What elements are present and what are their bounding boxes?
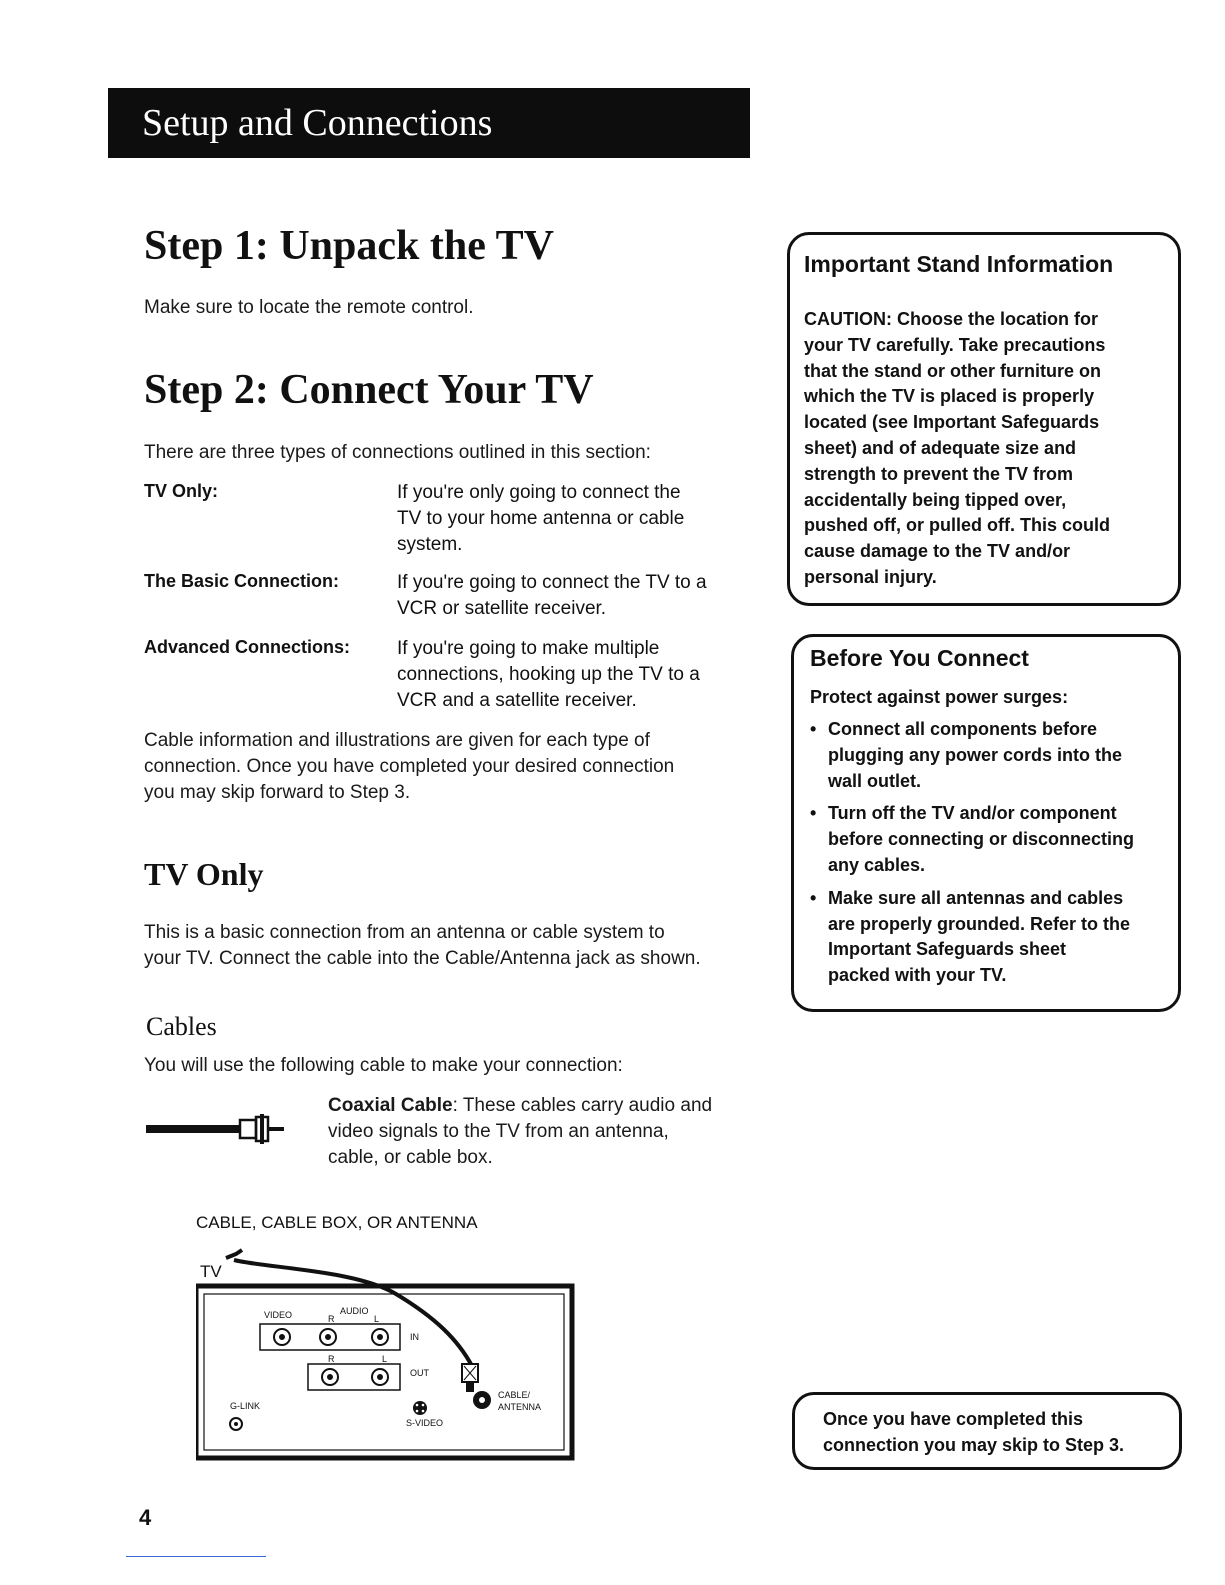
- type-term: The Basic Connection:: [144, 571, 340, 591]
- bullet-line: any cables.: [828, 854, 926, 875]
- type-term: TV Only:: [144, 481, 219, 501]
- bullet-line: • Turn off the TV and/or component: [828, 803, 1117, 824]
- tv-only-paragraph: [144, 920, 701, 972]
- stand-info-box: [787, 232, 1181, 606]
- out-l-label: L: [382, 1354, 388, 1364]
- list-item: [810, 886, 1170, 989]
- text-line: personal injury.: [804, 566, 937, 587]
- step1-text: Make sure to locate the remote control.: [144, 297, 474, 318]
- video-label: VIDEO: [264, 1310, 293, 1320]
- text-line: Once you have completed this: [823, 1409, 1084, 1429]
- desc-line: VCR and a satellite receiver.: [397, 690, 637, 711]
- before-connect-list: [810, 717, 1170, 996]
- skip-note-text: [823, 1407, 1124, 1459]
- step2-paragraph: [144, 728, 674, 806]
- coax-line: cable, or cable box.: [328, 1147, 493, 1168]
- tv-connection-diagram: [196, 1248, 586, 1468]
- before-connect-subtitle: Protect against power surges:: [810, 687, 1069, 707]
- para-line: you may skip forward to Step 3.: [144, 782, 411, 803]
- text-line: that the stand or other furniture on: [804, 360, 1101, 381]
- type-desc: [397, 570, 707, 622]
- coax-term: Coaxial Cable: [328, 1095, 453, 1116]
- stand-info-text: [804, 307, 1110, 591]
- desc-line: TV to your home antenna or cable: [397, 508, 685, 529]
- glink-label: G-LINK: [230, 1401, 261, 1411]
- section-banner: [108, 88, 750, 158]
- text-line: sheet) and of adequate size and: [804, 437, 1077, 458]
- before-connect-title: Before You Connect: [810, 645, 1029, 671]
- text-line: pushed off, or pulled off. This could: [804, 515, 1110, 536]
- desc-line: connections, hooking up the TV to a: [397, 664, 700, 685]
- text-line: accidentally being tipped over,: [804, 489, 1067, 510]
- bullet-line: • Connect all components before: [828, 719, 1098, 739]
- para-line: Cable information and illustrations are given for each type of: [144, 730, 650, 751]
- tv-label: TV: [200, 1262, 222, 1281]
- coax-description: [328, 1093, 712, 1171]
- type-desc: [397, 480, 684, 558]
- desc-line: If you're only going to connect the: [397, 482, 681, 503]
- desc-line: If you're going to make multiple: [397, 638, 660, 659]
- type-term: Advanced Connections:: [144, 637, 351, 657]
- out-label: OUT: [410, 1368, 429, 1378]
- list-item: [810, 717, 1170, 794]
- cables-heading: Cables: [146, 1012, 217, 1041]
- bullet-line: before connecting or disconnecting: [828, 829, 1135, 850]
- cables-intro: You will use the following cable to make your connection:: [144, 1055, 623, 1076]
- list-item: [810, 801, 1170, 878]
- text-line: your TV carefully. Take precautions: [804, 334, 1106, 355]
- audio-label: AUDIO: [340, 1306, 369, 1316]
- text-line: connection you may skip to Step 3.: [823, 1434, 1125, 1455]
- coax-line: video signals to the TV from an antenna,: [328, 1121, 669, 1142]
- coaxial-cable-icon: [146, 1108, 296, 1148]
- audio-r-label: R: [328, 1314, 335, 1324]
- bottom-rule: [126, 1556, 266, 1557]
- tv-only-heading: TV Only: [144, 856, 264, 892]
- bullet-line: wall outlet.: [828, 770, 922, 791]
- step2-intro: There are three types of connections outlined in this section:: [144, 442, 651, 463]
- para-line: your TV. Connect the cable into the Cable/Antenna jack as shown.: [144, 948, 701, 969]
- page-number: 4: [139, 1505, 152, 1530]
- skip-note-box: [792, 1392, 1182, 1470]
- cable-antenna-label-1: CABLE/: [498, 1390, 531, 1400]
- coax-line: : These cables carry audio and: [452, 1095, 713, 1116]
- bullet-line: • Make sure all antennas and cables: [828, 887, 1124, 908]
- step1-heading: Step 1: Unpack the TV: [144, 223, 554, 269]
- cable-antenna-label-2: ANTENNA: [498, 1402, 542, 1412]
- step2-heading: Step 2: Connect Your TV: [144, 367, 594, 413]
- bullet-line: plugging any power cords into the: [828, 744, 1123, 765]
- out-r-label: R: [328, 1354, 335, 1364]
- para-line: connection. Once you have completed your desired connection: [144, 756, 675, 777]
- section-title: Setup and Connections: [142, 102, 493, 144]
- text-line: strength to prevent the TV from: [804, 463, 1074, 484]
- diagram-source-label: CABLE, CABLE BOX, OR ANTENNA: [196, 1213, 478, 1232]
- text-line: which the TV is placed is properly: [804, 386, 1095, 407]
- type-desc: [397, 636, 700, 714]
- diagram-graphic: [196, 1248, 586, 1468]
- text-line: CAUTION: Choose the location for: [804, 309, 1098, 329]
- bullet-line: packed with your TV.: [828, 965, 1007, 986]
- text-line: cause damage to the TV and/or: [804, 541, 1071, 562]
- bullet-line: Important Safeguards sheet: [828, 939, 1067, 960]
- desc-line: VCR or satellite receiver.: [397, 598, 607, 619]
- bullet-line: are properly grounded. Refer to the: [828, 913, 1131, 934]
- in-label: IN: [410, 1332, 419, 1342]
- audio-l-label: L: [374, 1314, 380, 1324]
- before-connect-box: [791, 634, 1181, 1012]
- desc-line: If you're going to connect the TV to a: [397, 572, 707, 593]
- stand-info-title: Important Stand Information: [804, 251, 1114, 277]
- para-line: This is a basic connection from an antenna or cable system to: [144, 922, 665, 943]
- desc-line: system.: [397, 534, 463, 555]
- text-line: located (see Important Safeguards: [804, 412, 1100, 433]
- svideo-label: S-VIDEO: [406, 1418, 444, 1428]
